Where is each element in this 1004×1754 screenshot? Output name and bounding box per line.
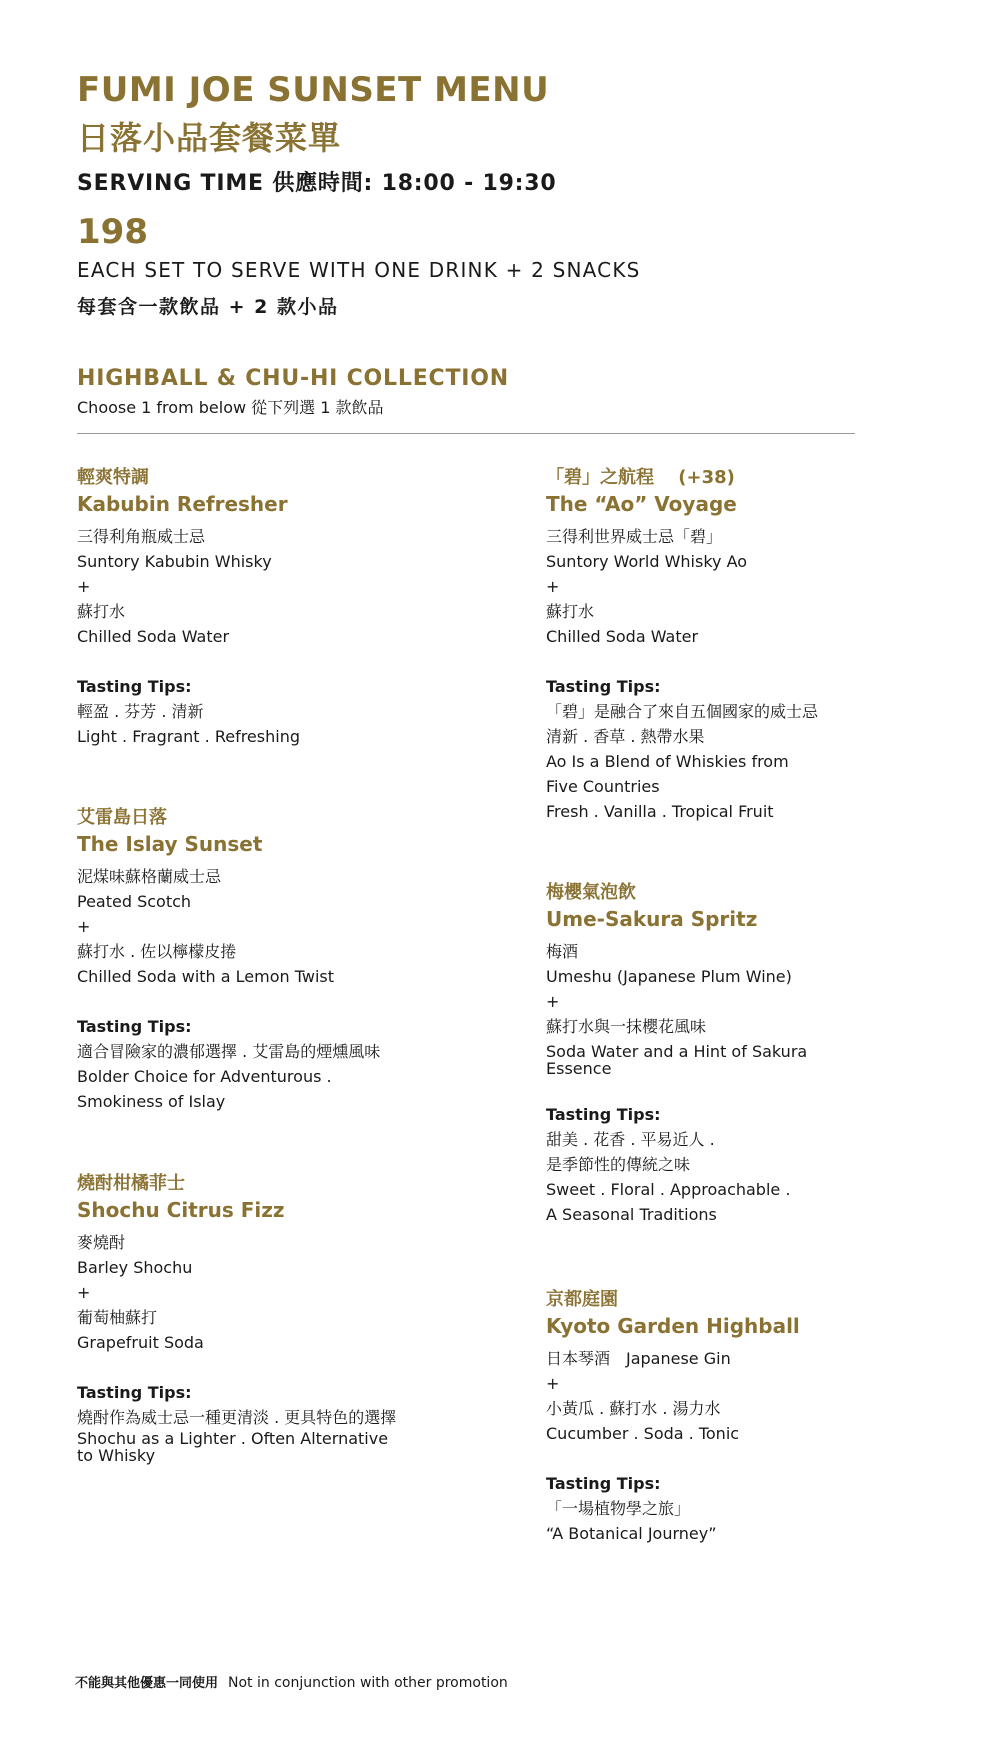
tasting-tip: Bolder Choice for Adventurous . bbox=[77, 1067, 332, 1086]
ingredient-line: 泥煤味蘇格蘭威士忌 bbox=[77, 867, 222, 886]
ingredient-line: Chilled Soda Water bbox=[77, 627, 230, 646]
set-price: 198 bbox=[77, 212, 148, 252]
drink-name-en: The “Ao” Voyage bbox=[546, 492, 737, 516]
tasting-tip: to Whisky bbox=[77, 1446, 156, 1465]
ingredient-line: Essence bbox=[546, 1059, 612, 1078]
drink-name-zh: 「碧」之航程 (+38) bbox=[546, 467, 735, 488]
drink-name-en: Kyoto Garden Highball bbox=[546, 1314, 800, 1338]
drink-ao-voyage bbox=[546, 467, 946, 824]
ingredient-line: 蘇打水 bbox=[546, 602, 595, 621]
tasting-tips-label: Tasting Tips: bbox=[546, 1474, 661, 1493]
tasting-tip: 輕盈 . 芬芳 . 清新 bbox=[77, 702, 204, 721]
menu-title-en: FUMI JOE SUNSET MENU bbox=[77, 70, 550, 110]
tasting-tip: Fresh . Vanilla . Tropical Fruit bbox=[546, 802, 774, 821]
ingredient-line: 麥燒酎 bbox=[77, 1233, 126, 1252]
ingredient-line: + bbox=[546, 577, 560, 596]
tasting-tip: 清新 . 香草 . 熱帶水果 bbox=[546, 727, 705, 746]
drink-name-zh: 京都庭園 bbox=[546, 1289, 618, 1310]
drink-ume-sakura-spritz bbox=[546, 882, 946, 1227]
tasting-tips-label: Tasting Tips: bbox=[546, 677, 661, 696]
tasting-tip: Sweet . Floral . Approachable . bbox=[546, 1180, 791, 1199]
ingredient-line: Chilled Soda with a Lemon Twist bbox=[77, 967, 334, 986]
tasting-tip: A Seasonal Traditions bbox=[546, 1205, 717, 1224]
ingredient-line: 三得利世界威士忌「碧」 bbox=[546, 527, 723, 546]
section-subtitle: Choose 1 from below 從下列選 1 款飲品 bbox=[77, 398, 384, 417]
ingredient-line: Chilled Soda Water bbox=[546, 627, 699, 646]
drink-name-zh: 艾雷島日落 bbox=[77, 807, 167, 828]
ingredient-line: + bbox=[546, 1374, 560, 1393]
footer-disclaimer bbox=[75, 1672, 508, 1691]
ingredient-line: 小黃瓜 . 蘇打水 . 湯力水 bbox=[546, 1399, 721, 1418]
ingredient-line: Barley Shochu bbox=[77, 1258, 193, 1277]
tasting-tip: 「一場植物學之旅」 bbox=[546, 1499, 691, 1518]
ingredient-line: 日本琴酒 Japanese Gin bbox=[546, 1349, 731, 1368]
tasting-tips-label: Tasting Tips: bbox=[546, 1105, 661, 1124]
ingredient-line: Peated Scotch bbox=[77, 892, 192, 911]
drink-name-zh: 梅櫻氣泡飲 bbox=[546, 882, 636, 903]
tasting-tips-label: Tasting Tips: bbox=[77, 1017, 192, 1036]
ingredient-line: 蘇打水 . 佐以檸檬皮捲 bbox=[77, 942, 237, 961]
ingredient-line: 三得利角瓶威士忌 bbox=[77, 527, 206, 546]
drink-kyoto-garden-highball bbox=[546, 1289, 946, 1546]
tasting-tip: 甜美 . 花香 . 平易近人 . bbox=[546, 1130, 715, 1149]
drink-shochu-citrus-fizz bbox=[77, 1173, 477, 1464]
drink-name-en: Kabubin Refresher bbox=[77, 492, 288, 516]
tasting-tip: Ao Is a Blend of Whiskies from bbox=[546, 752, 789, 771]
tasting-tip: “A Botanical Journey” bbox=[546, 1524, 717, 1543]
set-description-en: EACH SET TO SERVE WITH ONE DRINK + 2 SNACKS bbox=[77, 258, 641, 282]
tasting-tip: Five Countries bbox=[546, 777, 660, 796]
footer-disclaimer-zh: 不能與其他優惠一同使用 bbox=[75, 1676, 219, 1691]
tasting-tip: Smokiness of Islay bbox=[77, 1092, 226, 1111]
drink-name-zh: 輕爽特調 bbox=[77, 467, 149, 488]
ingredient-line: Cucumber . Soda . Tonic bbox=[546, 1424, 740, 1443]
ingredient-line: Grapefruit Soda bbox=[77, 1333, 204, 1352]
drink-kabubin-refresher bbox=[77, 467, 477, 749]
ingredient-line: + bbox=[77, 1283, 91, 1302]
set-description-zh: 每套含一款飲品 + 2 款小品 bbox=[77, 296, 339, 318]
ingredient-line: + bbox=[77, 577, 91, 596]
drink-name-zh: 燒酎柑橘菲士 bbox=[77, 1173, 185, 1194]
tasting-tips-label: Tasting Tips: bbox=[77, 1383, 192, 1402]
tasting-tip: Light . Fragrant . Refreshing bbox=[77, 727, 300, 746]
ingredient-line: 蘇打水 bbox=[77, 602, 126, 621]
drink-name-en: The Islay Sunset bbox=[77, 832, 263, 856]
tasting-tips-label: Tasting Tips: bbox=[77, 677, 192, 696]
ingredient-line: Suntory World Whisky Ao bbox=[546, 552, 748, 571]
ingredient-line: 梅酒 bbox=[546, 942, 579, 961]
section-title: HIGHBALL & CHU-HI COLLECTION bbox=[77, 366, 509, 391]
drink-islay-sunset bbox=[77, 807, 477, 1114]
menu-title-zh: 日落小品套餐菜單 bbox=[77, 119, 342, 157]
ingredient-line: 葡萄柚蘇打 bbox=[77, 1308, 158, 1327]
drink-name-en: Shochu Citrus Fizz bbox=[77, 1198, 285, 1222]
section-divider bbox=[77, 433, 855, 434]
serving-time: SERVING TIME 供應時間: 18:00 - 19:30 bbox=[77, 171, 557, 196]
drink-name-en: Ume-Sakura Spritz bbox=[546, 907, 758, 931]
tasting-tip: 是季節性的傳統之味 bbox=[546, 1155, 691, 1174]
tasting-tip: 燒酎作為威士忌一種更清淡 . 更具特色的選擇 bbox=[77, 1408, 397, 1427]
ingredient-line: 蘇打水與一抹櫻花風味 bbox=[546, 1017, 707, 1036]
tasting-tip: Shochu as a Lighter . Often Alternative bbox=[77, 1429, 389, 1448]
ingredient-line: Suntory Kabubin Whisky bbox=[77, 552, 272, 571]
footer-disclaimer-en: Not in conjunction with other promotion bbox=[228, 1675, 508, 1691]
ingredient-line: Soda Water and a Hint of Sakura bbox=[546, 1042, 808, 1061]
ingredient-line: + bbox=[546, 992, 560, 1011]
ingredient-line: Umeshu (Japanese Plum Wine) bbox=[546, 967, 792, 986]
tasting-tip: 「碧」是融合了來自五個國家的威士忌 bbox=[546, 702, 819, 721]
ingredient-line: + bbox=[77, 917, 91, 936]
tasting-tip: 適合冒險家的濃郁選擇 . 艾雷島的煙燻風味 bbox=[77, 1042, 381, 1061]
